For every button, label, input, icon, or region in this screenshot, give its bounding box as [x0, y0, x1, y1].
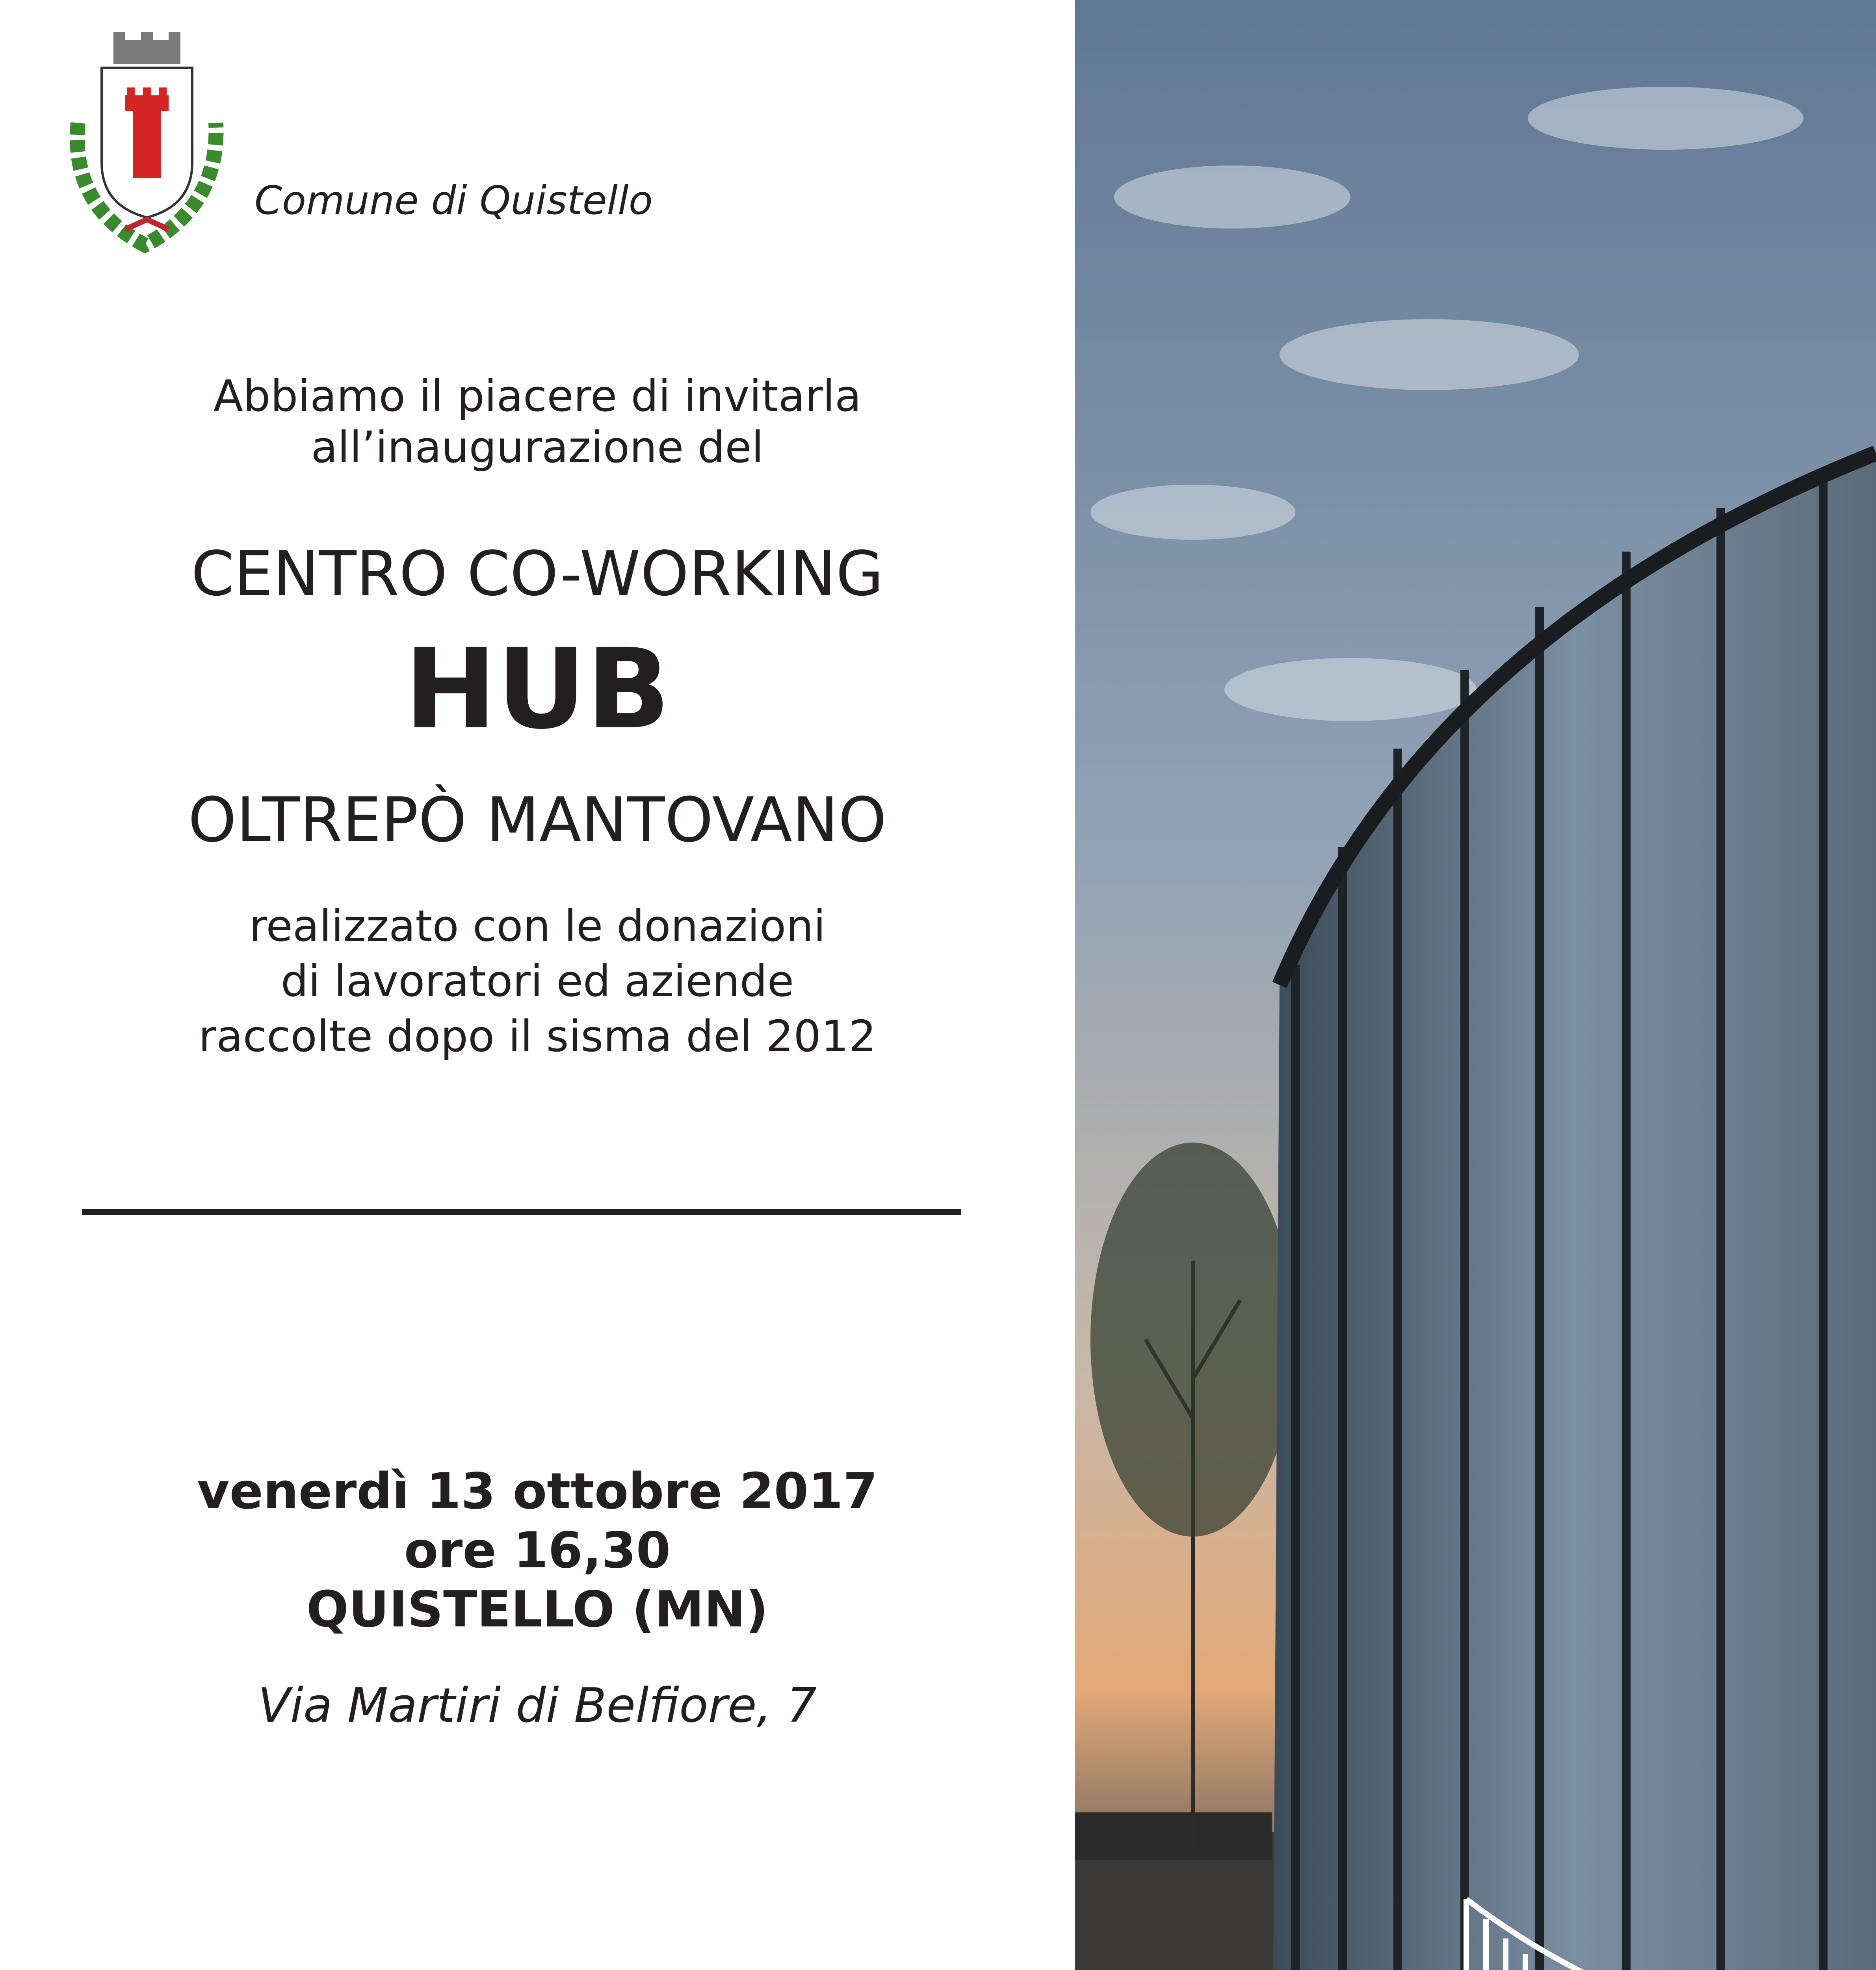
desc-line-1: realizzato con le donazioni: [249, 901, 826, 951]
event-place: QUISTELLO (MN): [306, 1580, 769, 1638]
event-date: venerdì 13 ottobre 2017: [197, 1462, 878, 1520]
event-description: [0, 898, 1075, 1064]
comune-title: Comune di Quistello: [254, 177, 653, 223]
building-photo: [1075, 0, 1876, 1970]
invite-line-1: Abbiamo il piacere di invitarla: [213, 371, 862, 421]
hub-logo: [1443, 1883, 1829, 1970]
hub-bars-icon: [1443, 1883, 1829, 1970]
hub-title: HUB: [404, 625, 671, 754]
centro-title: CENTRO CO-WORKING: [191, 538, 884, 610]
building-photo-image: [1075, 0, 1876, 1970]
invite-line-2: all’inaugurazione del: [311, 422, 764, 472]
desc-line-3: raccolte dopo il sisma del 2012: [198, 1011, 877, 1061]
oltrepo-title: OLTREPÒ MANTOVANO: [188, 784, 887, 856]
coat-of-arms-icon: [54, 24, 240, 257]
event-address: Via Martiri di Belfiore, 7: [258, 1678, 817, 1733]
event-time: ore 16,30: [404, 1521, 671, 1579]
divider: [82, 1209, 961, 1215]
desc-line-2: di lavoratori ed aziende: [280, 956, 794, 1006]
invite-intro: [0, 370, 1075, 473]
event-when: [0, 1462, 1075, 1639]
